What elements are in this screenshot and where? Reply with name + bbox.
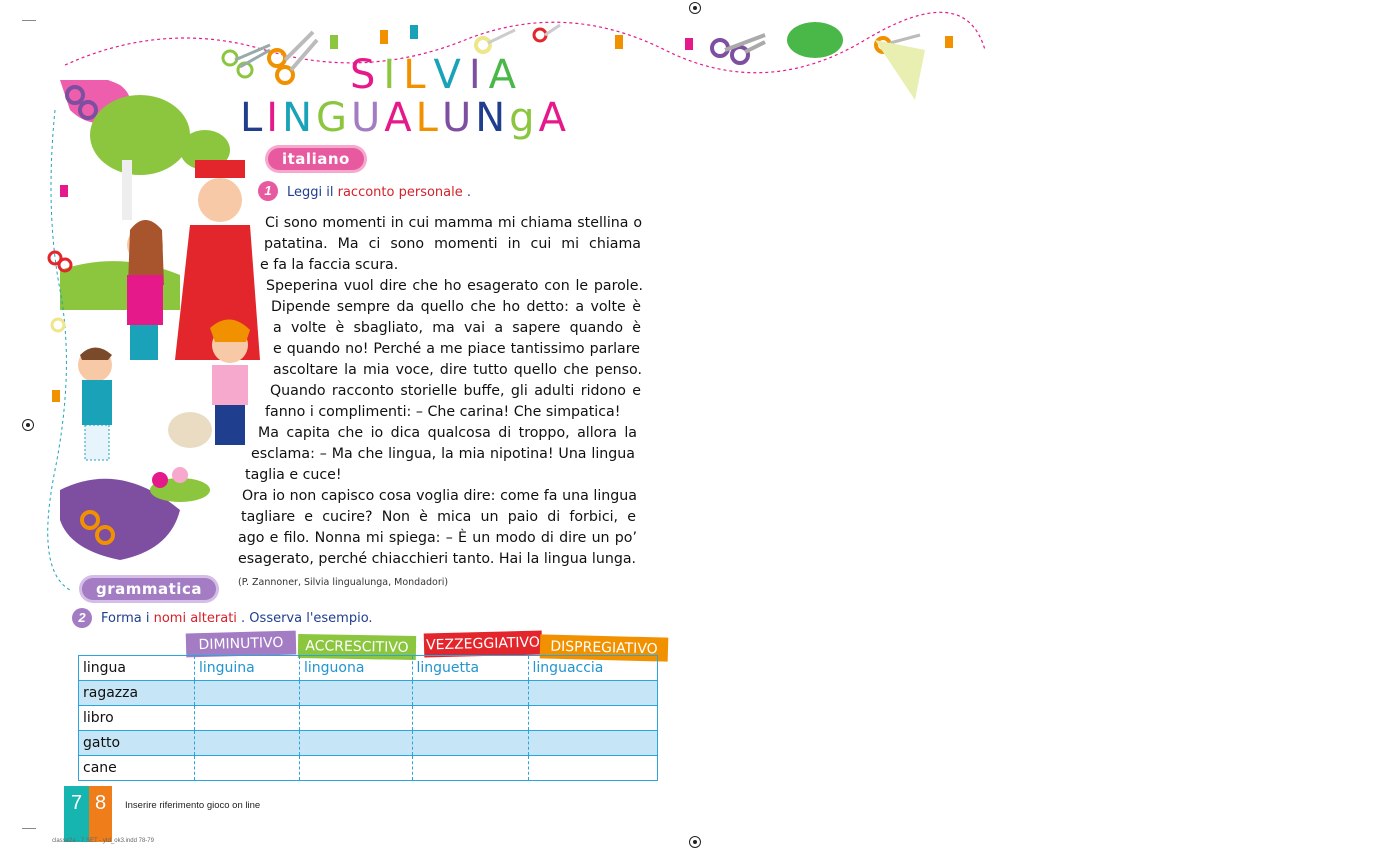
answer-cell[interactable] [195, 756, 300, 781]
title-letter: L [240, 95, 267, 141]
altered-nouns-table [78, 631, 660, 781]
column-header-dispregiativo: DISPREGIATIVO [540, 634, 669, 661]
title-letter: U [441, 95, 476, 141]
column-header-accrescitivo: ACCRESCITIVO [298, 634, 416, 660]
answer-cell[interactable] [299, 706, 412, 731]
story-line: fanno i complimenti: – Che carina! Che simpatica! [265, 404, 621, 420]
answer-cell[interactable] [299, 756, 412, 781]
page-number-right: 8 [89, 786, 112, 842]
title-letter: N [475, 95, 510, 141]
story-line: ascoltare la mia voce, dire tutto quello che penso. [273, 362, 642, 378]
story-line: Ora io non capisco cosa voglia dire: come fa una lingua [242, 488, 637, 504]
title-letter: G [316, 95, 352, 141]
answer-cell[interactable] [195, 731, 300, 756]
column-header-vezzeggiativo: VEZZEGGIATIVO [424, 630, 543, 657]
answer-cell[interactable] [528, 681, 657, 706]
story-text [0, 0, 700, 600]
spool-icon [945, 36, 953, 48]
answer-cell[interactable] [412, 681, 528, 706]
title-letter: A [384, 95, 416, 141]
title-letter: S [350, 52, 384, 98]
story-citation: (P. Zannoner, Silvia lingualunga, Mondadori) [238, 577, 449, 588]
title-letter: L [415, 95, 442, 141]
story-line: Quando racconto storielle buffe, gli adulti ridono e [270, 383, 641, 399]
story-line: ago e filo. Nonna mi spiega: – È un modo di dire un po’ [238, 530, 637, 546]
answer-cell[interactable] [528, 756, 657, 781]
exercise-1-instruction: Leggi il racconto personale . [287, 185, 472, 200]
title-letter: I [383, 52, 404, 98]
nouns-grid [78, 655, 658, 781]
story-line: esclama: – Ma che lingua, la mia nipotina! Una lingua [251, 446, 635, 462]
table-row [79, 731, 658, 756]
answer-cell[interactable]: linguaccia [528, 656, 657, 681]
answer-cell[interactable] [528, 731, 657, 756]
base-noun-cell: cane [79, 756, 195, 781]
story-line: patatina. Ma ci sono momenti in cui mi chiama [264, 236, 641, 252]
story-line: e fa la faccia scura. [260, 257, 399, 273]
table-row [79, 681, 658, 706]
base-noun-cell: lingua [79, 656, 195, 681]
exercise-number-1: 1 [258, 181, 278, 201]
answer-cell[interactable]: linguina [195, 656, 300, 681]
title-letter: A [538, 95, 570, 141]
table-row [79, 756, 658, 781]
title-letter: A [488, 52, 525, 98]
base-noun-cell: ragazza [79, 681, 195, 706]
answer-cell[interactable] [412, 756, 528, 781]
title-letter: g [509, 95, 539, 141]
column-header-diminutivo: DIMINUTIVO [186, 631, 297, 658]
answer-cell[interactable] [412, 706, 528, 731]
title-letter: U [351, 95, 385, 141]
answer-cell[interactable] [412, 731, 528, 756]
base-noun-cell: libro [79, 706, 195, 731]
scissors-icon [712, 35, 765, 63]
title-letter: N [282, 95, 317, 141]
story-line: Speperina vuol dire che ho esagerato con le parole. [266, 278, 643, 294]
online-game-note: Inserire riferimento gioco on line [125, 800, 261, 811]
subject-label-grammatica: grammatica [82, 578, 216, 600]
answer-cell[interactable]: linguetta [412, 656, 528, 681]
title-letter: V [433, 52, 469, 98]
story-line: Dipende sempre da quello che ho detto: a volte è [271, 299, 641, 315]
answer-cell[interactable] [195, 681, 300, 706]
print-slug: classe2a - 7 SET - ytd_ok3.indd 78-79 [52, 838, 154, 844]
story-line: a volte è sbagliato, ma vai a sapere quando è [273, 320, 641, 336]
exercise-2-instruction: Forma i nomi alterati . Osserva l'esempio. [101, 611, 373, 626]
table-row [79, 656, 658, 681]
base-noun-cell: gatto [79, 731, 195, 756]
answer-cell[interactable] [195, 706, 300, 731]
title-letter: I [468, 52, 489, 98]
registration-mark [689, 836, 701, 848]
story-line: Ci sono momenti in cui mamma mi chiama stellina o [265, 215, 642, 231]
subject-label-italiano: italiano [268, 148, 364, 170]
answer-cell[interactable]: linguona [299, 656, 412, 681]
story-line: e quando no! Perché a me piace tantissimo parlare [273, 341, 640, 357]
page-number-left: 7 [64, 786, 89, 842]
answer-cell[interactable] [299, 681, 412, 706]
fabric-icon [787, 22, 843, 58]
answer-cell[interactable] [299, 731, 412, 756]
table-row [79, 706, 658, 731]
story-line: taglia e cuce! [245, 467, 342, 483]
title-letter: L [403, 52, 434, 98]
fabric-icon [875, 40, 925, 100]
answer-cell[interactable] [528, 706, 657, 731]
title-letter: I [266, 95, 283, 141]
story-line: tagliare e cucire? Non è mica un paio di forbici, e [241, 509, 636, 525]
exercise-number-2: 2 [72, 608, 92, 628]
story-line: esagerato, perché chiacchieri tanto. Hai la lingua lunga. [238, 551, 637, 567]
story-line: Ma capita che io dica qualcosa di troppo, allora la [258, 425, 637, 441]
